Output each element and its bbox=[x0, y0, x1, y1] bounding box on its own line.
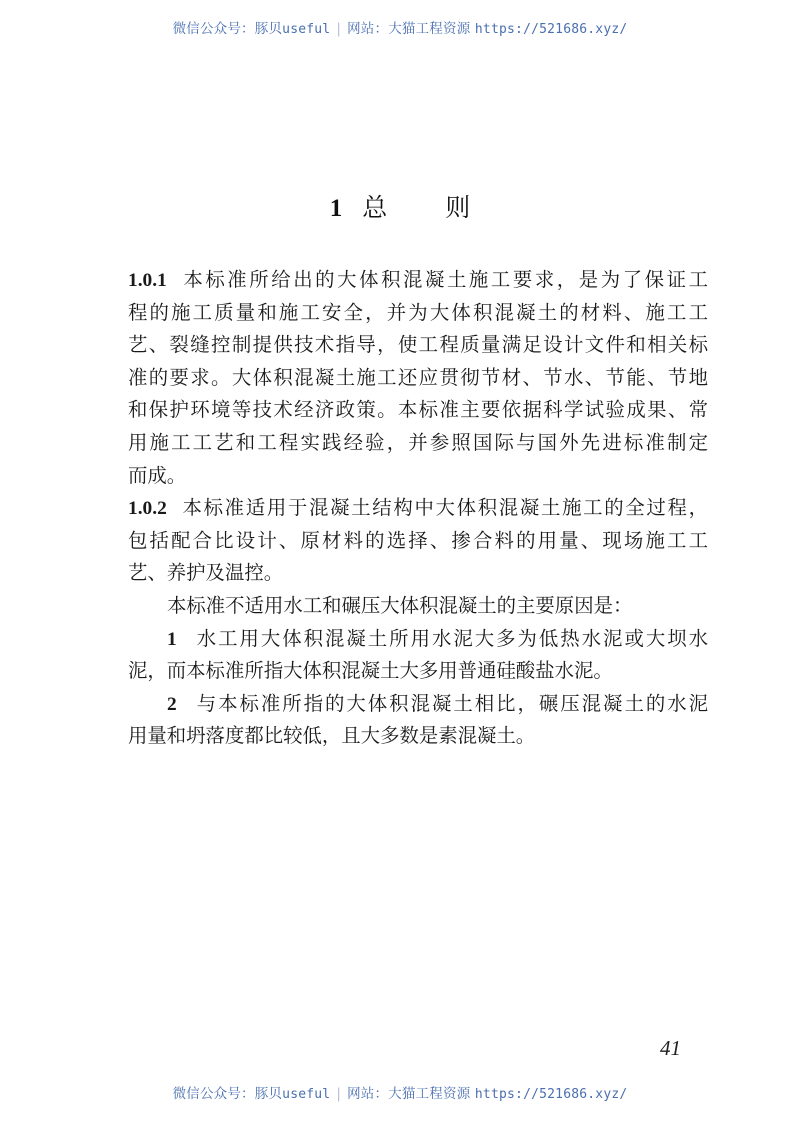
paragraph-line: 和保护环境等技术经济政策。本标准主要依据科学试验成果、常 bbox=[128, 398, 708, 422]
clause-text: 本标准所给出的大体积混凝土施工要求，是为了保证工 bbox=[180, 268, 708, 291]
watermark-separator: | bbox=[336, 1086, 342, 1102]
paragraph-line bbox=[128, 623, 708, 656]
watermark-site-url[interactable]: https://521686.xyz/ bbox=[474, 22, 628, 37]
paragraph-line: 艺、裂缝控制提供技术指导，使工程质量满足设计文件和相关标 bbox=[128, 333, 708, 357]
chapter-title-char-2: 则 bbox=[445, 193, 471, 222]
paragraph-line: 包括配合比设计、原材料的选择、掺合料的用量、现场施工工 bbox=[128, 528, 708, 552]
clause-1-0-2 bbox=[128, 492, 708, 753]
watermark-wechat-label: 微信公众号：豚贝 bbox=[172, 1086, 283, 1102]
watermark-wechat-name: useful bbox=[282, 22, 331, 37]
clause-1-0-1 bbox=[128, 264, 708, 492]
clause-number: 1.0.2 bbox=[128, 498, 167, 520]
paragraph-line: 艺、养护及温控。 bbox=[128, 561, 284, 585]
item-number: 1 bbox=[167, 628, 177, 650]
watermark-wechat-label: 微信公众号：豚贝 bbox=[172, 21, 283, 37]
item-text: 水工用大体积混凝土所用水泥大多为低热水泥或大坝水 bbox=[194, 626, 708, 650]
watermark-site-url[interactable]: https://521686.xyz/ bbox=[474, 1087, 628, 1102]
paragraph-line: 用量和坍落度都比较低，且大多数是素混凝土。 bbox=[128, 724, 536, 748]
clause-number: 1.0.1 bbox=[128, 270, 167, 291]
reason-item-2 bbox=[128, 688, 708, 753]
paragraph-line: 程的施工质量和施工安全，并为大体积混凝土的材料、施工工 bbox=[128, 300, 708, 324]
chapter-title bbox=[0, 188, 800, 224]
item-text: 与本标准所指的大体积混凝土相比，碾压混凝土的水泥 bbox=[194, 691, 708, 715]
paragraph-line bbox=[128, 264, 708, 297]
page-number: 41 bbox=[660, 1036, 681, 1060]
paragraph-line: 泥，而本标准所指大体积混凝土大多用普通硅酸盐水泥。 bbox=[128, 659, 613, 683]
watermark-site-label: 网站：大猫工程资源 bbox=[347, 1086, 471, 1102]
body-text bbox=[128, 264, 708, 753]
chapter-title-char-1: 总 bbox=[362, 193, 388, 222]
item-number: 2 bbox=[167, 693, 177, 715]
watermark-separator: | bbox=[336, 21, 342, 37]
clause-text: 本标准适用于混凝土结构中大体积混凝土施工的全过程， bbox=[180, 496, 708, 520]
reason-item-1 bbox=[128, 623, 708, 688]
clause-note: 本标准不适用水工和碾压大体积混凝土的主要原因是： bbox=[167, 593, 633, 617]
chapter-number: 1 bbox=[329, 195, 343, 222]
paragraph-line bbox=[128, 492, 708, 525]
watermark-footer bbox=[0, 1082, 800, 1102]
paragraph-line bbox=[128, 688, 708, 721]
watermark-site-label: 网站：大猫工程资源 bbox=[347, 21, 471, 37]
paragraph-line: 用施工工艺和工程实践经验，并参照国际与国外先进标准制定 bbox=[128, 430, 708, 454]
paragraph-line: 而成。 bbox=[128, 463, 187, 487]
paragraph-line: 准的要求。大体积混凝土施工还应贯彻节材、节水、节能、节地 bbox=[128, 365, 708, 389]
watermark-wechat-name: useful bbox=[282, 1087, 331, 1102]
watermark-header bbox=[0, 17, 800, 37]
